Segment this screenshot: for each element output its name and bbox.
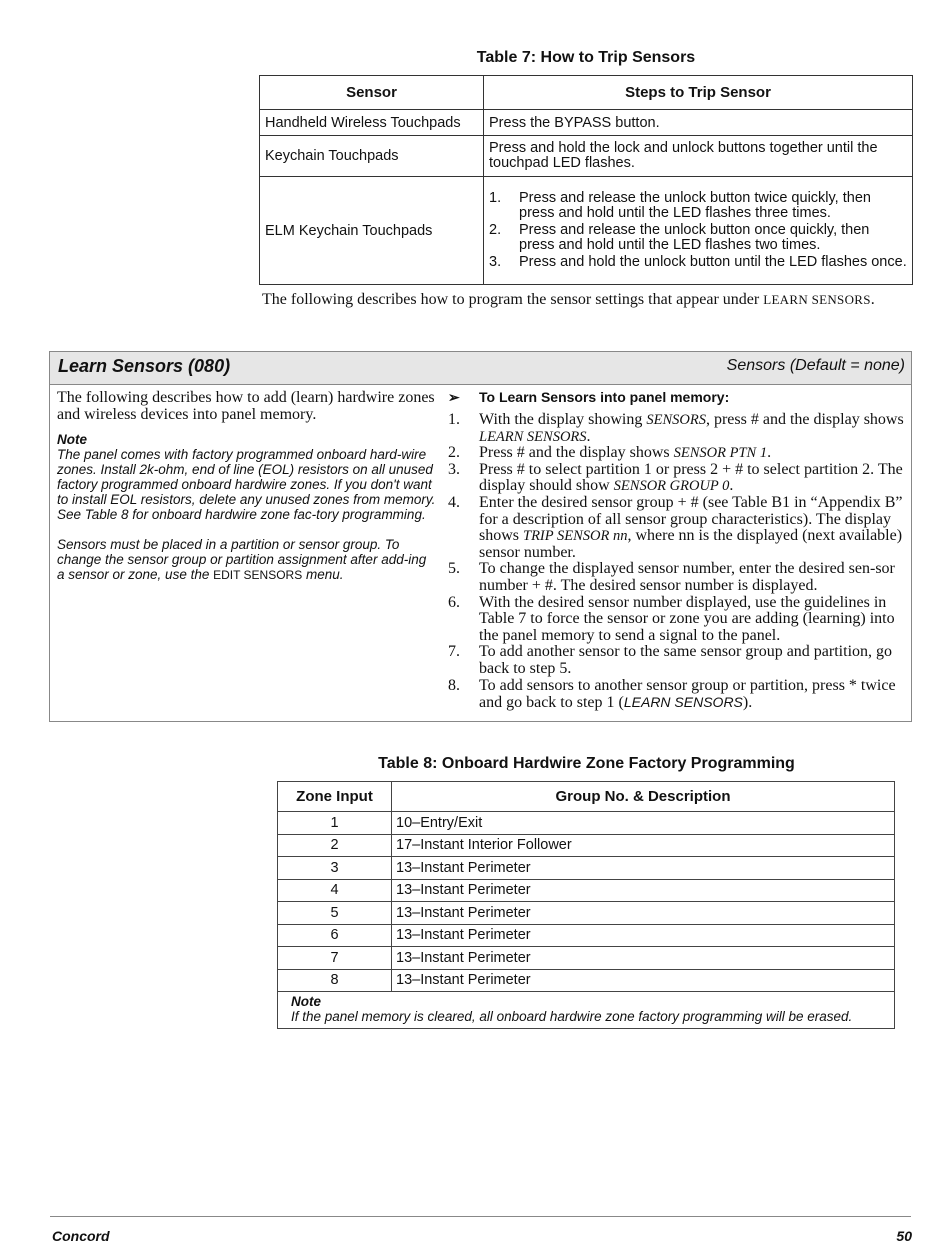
sensor-cell: Handheld Wireless Touchpads [260,110,484,136]
display-text: SENSOR GROUP 0 [613,478,730,495]
program-intro-paragraph [262,291,875,309]
list-item [448,561,908,594]
list-item [448,462,908,495]
table-row [278,879,895,902]
display-text: SENSORS [646,412,706,428]
note-text-end: menu. [302,567,344,582]
menu-name-learn-sensors: LEARN SENSORS [763,292,871,307]
table-row [278,947,895,970]
table-row [278,834,895,857]
zone-cell: 3 [278,857,392,880]
step-number: 5. [448,560,460,578]
procedure-column [448,389,908,712]
step-number: 8. [448,676,460,694]
footer-divider [50,1216,911,1217]
table-row [278,902,895,925]
note-heading: Note [57,432,87,447]
zone-cell: 7 [278,947,392,970]
table8-header-zone: Zone Input [278,782,392,812]
list-item [448,678,908,712]
left-intro: The following describes how to add (learn) hardwire zones and wireless devices into panel memory. [57,389,435,423]
table-row [260,177,913,285]
step-text: With the desired sensor number displayed, use the guidelines in Table 7 to force the sensor or zone you are adding (learning) into the panel memory to send a signal to the panel. [479,593,895,644]
step-text: Press and release the unlock button twice quickly, then press and hold until the LED flashes three times. [519,190,871,221]
step-number: 4. [448,493,460,511]
footer-product-name: Concord [52,1228,110,1244]
note-text: Sensors must be placed in a partition or sensor group. To change the sensor group or partition assignment after add-ing a sensor or zone, use the [57,537,427,582]
step-text: Enter the desired sensor group + # (see Table B1 in “Appendix B” for a description of all sensor group characteristics). The display shows TRIP SENSOR nn, where nn is the displayed (next available) sensor number. [479,493,903,561]
step-text: Press # to select partition 1 or press 2 + # to select partition 2. The display should show SENSOR GROUP 0. [479,460,903,495]
table8-note-heading: Note [291,994,321,1009]
step-text: Press and hold the unlock button until the LED flashes once. [519,254,907,270]
description-cell: 13–Instant Perimeter [392,924,895,947]
table-row [278,924,895,947]
step-number: 3. [448,460,460,478]
table8-note-row [278,992,895,1029]
table8-title: Table 8: Onboard Hardwire Zone Factory Programming [378,755,795,772]
procedure-heading-text: To Learn Sensors into panel memory: [479,389,730,405]
display-text: LEARN SENSORS [623,694,743,711]
note-paragraph-1: The panel comes with factory programmed onboard hard-wire zones. Install 2k-ohm, end of line (EOL) resistors on all unused factory programmed onboard hardwire zones. If you don't want to install EOL resistors, delete any unused zones from memory. See Table 8 for onboard hardwire zone fac-tory programming. [57,447,436,522]
table7-title: Table 7: How to Trip Sensors [476,49,696,66]
learn-sensors-box [49,351,912,722]
step-text: To change the displayed sensor number, enter the desired sen-sor number + #. The desired sensor number is displayed. [479,560,895,594]
table-row [278,857,895,880]
zone-cell: 6 [278,924,392,947]
display-text: SENSOR PTN 1 [673,445,768,462]
steps-cell [484,177,913,285]
zone-cell: 4 [278,879,392,902]
sensor-cell: Keychain Touchpads [260,136,484,177]
zone-cell: 1 [278,812,392,835]
step-number: 2. [489,222,502,238]
box-default-label: Sensors (Default = none) [726,357,905,374]
intro-text: The following describes how to program the sensor settings that appear under [262,291,764,308]
menu-name-edit-sensors: EDIT SENSORS [213,568,303,582]
description-cell: 13–Instant Perimeter [392,902,895,925]
table-row [278,812,895,835]
list-item [448,644,908,677]
list-item [448,495,908,561]
step-number: 2. [448,444,460,462]
table-row [278,969,895,992]
display-text: TRIP SENSOR nn [523,528,628,545]
step-text: With the display showing SENSORS, press # and the display shows LEARN SENSORS. [479,411,904,445]
step-number: 1. [448,411,460,428]
zone-cell: 5 [278,902,392,925]
list-item [489,191,907,221]
table7-header-steps: Steps to Trip Sensor [484,76,913,110]
zone-cell: 2 [278,834,392,857]
display-text: LEARN SENSORS [479,428,587,445]
step-text: To add another sensor to the same sensor group and partition, go back to step 5. [479,643,893,677]
table7-header-sensor: Sensor [260,76,484,110]
sensor-cell: ELM Keychain Touchpads [260,177,484,285]
left-column [57,389,437,583]
description-cell: 10–Entry/Exit [392,812,895,835]
zone-cell: 8 [278,969,392,992]
arrow-bullet-icon: ➢ [448,389,460,405]
procedure-steps [448,412,908,712]
list-item [489,223,907,253]
steps-cell: Press and hold the lock and unlock buttons together until the touchpad LED flashes. [484,136,913,177]
box-header [50,352,911,385]
description-cell: 13–Instant Perimeter [392,857,895,880]
step-number: 3. [489,254,502,270]
box-title: Learn Sensors (080) [58,356,231,376]
list-item [448,412,908,445]
step-number: 6. [448,593,460,611]
procedure-heading [448,389,908,406]
step-text: Press and release the unlock button once quickly, then press and hold until the LED flashes two times. [519,222,870,253]
table8-note-text: If the panel memory is cleared, all onboard hardwire zone factory programming will be erased. [291,1009,853,1024]
step-number: 7. [448,643,460,661]
table8-header-row [278,782,895,812]
description-cell: 13–Instant Perimeter [392,969,895,992]
steps-cell: Press the BYPASS button. [484,110,913,136]
description-cell: 13–Instant Perimeter [392,879,895,902]
description-cell: 13–Instant Perimeter [392,947,895,970]
description-cell: 17–Instant Interior Follower [392,834,895,857]
list-item [448,445,908,462]
footer-page-number: 50 [896,1228,912,1244]
list-item [489,255,907,270]
table8-hardwire-zones [277,781,895,1029]
step-text: Press # and the display shows SENSOR PTN 1. [479,444,772,462]
table-row [260,136,913,177]
intro-end: . [870,291,875,308]
elm-steps-list [489,191,907,270]
list-item [448,595,908,645]
table-row [260,110,913,136]
table8-header-description: Group No. & Description [392,782,895,812]
table7-header-row [260,76,913,110]
step-number: 1. [489,190,502,206]
step-text: To add sensors to another sensor group or partition, press * twice and go back to step 1 (LEARN SENSORS). [479,676,896,712]
table8-note-cell [278,992,895,1029]
table7-trip-sensors [259,75,913,285]
note-paragraph-2 [57,537,437,583]
